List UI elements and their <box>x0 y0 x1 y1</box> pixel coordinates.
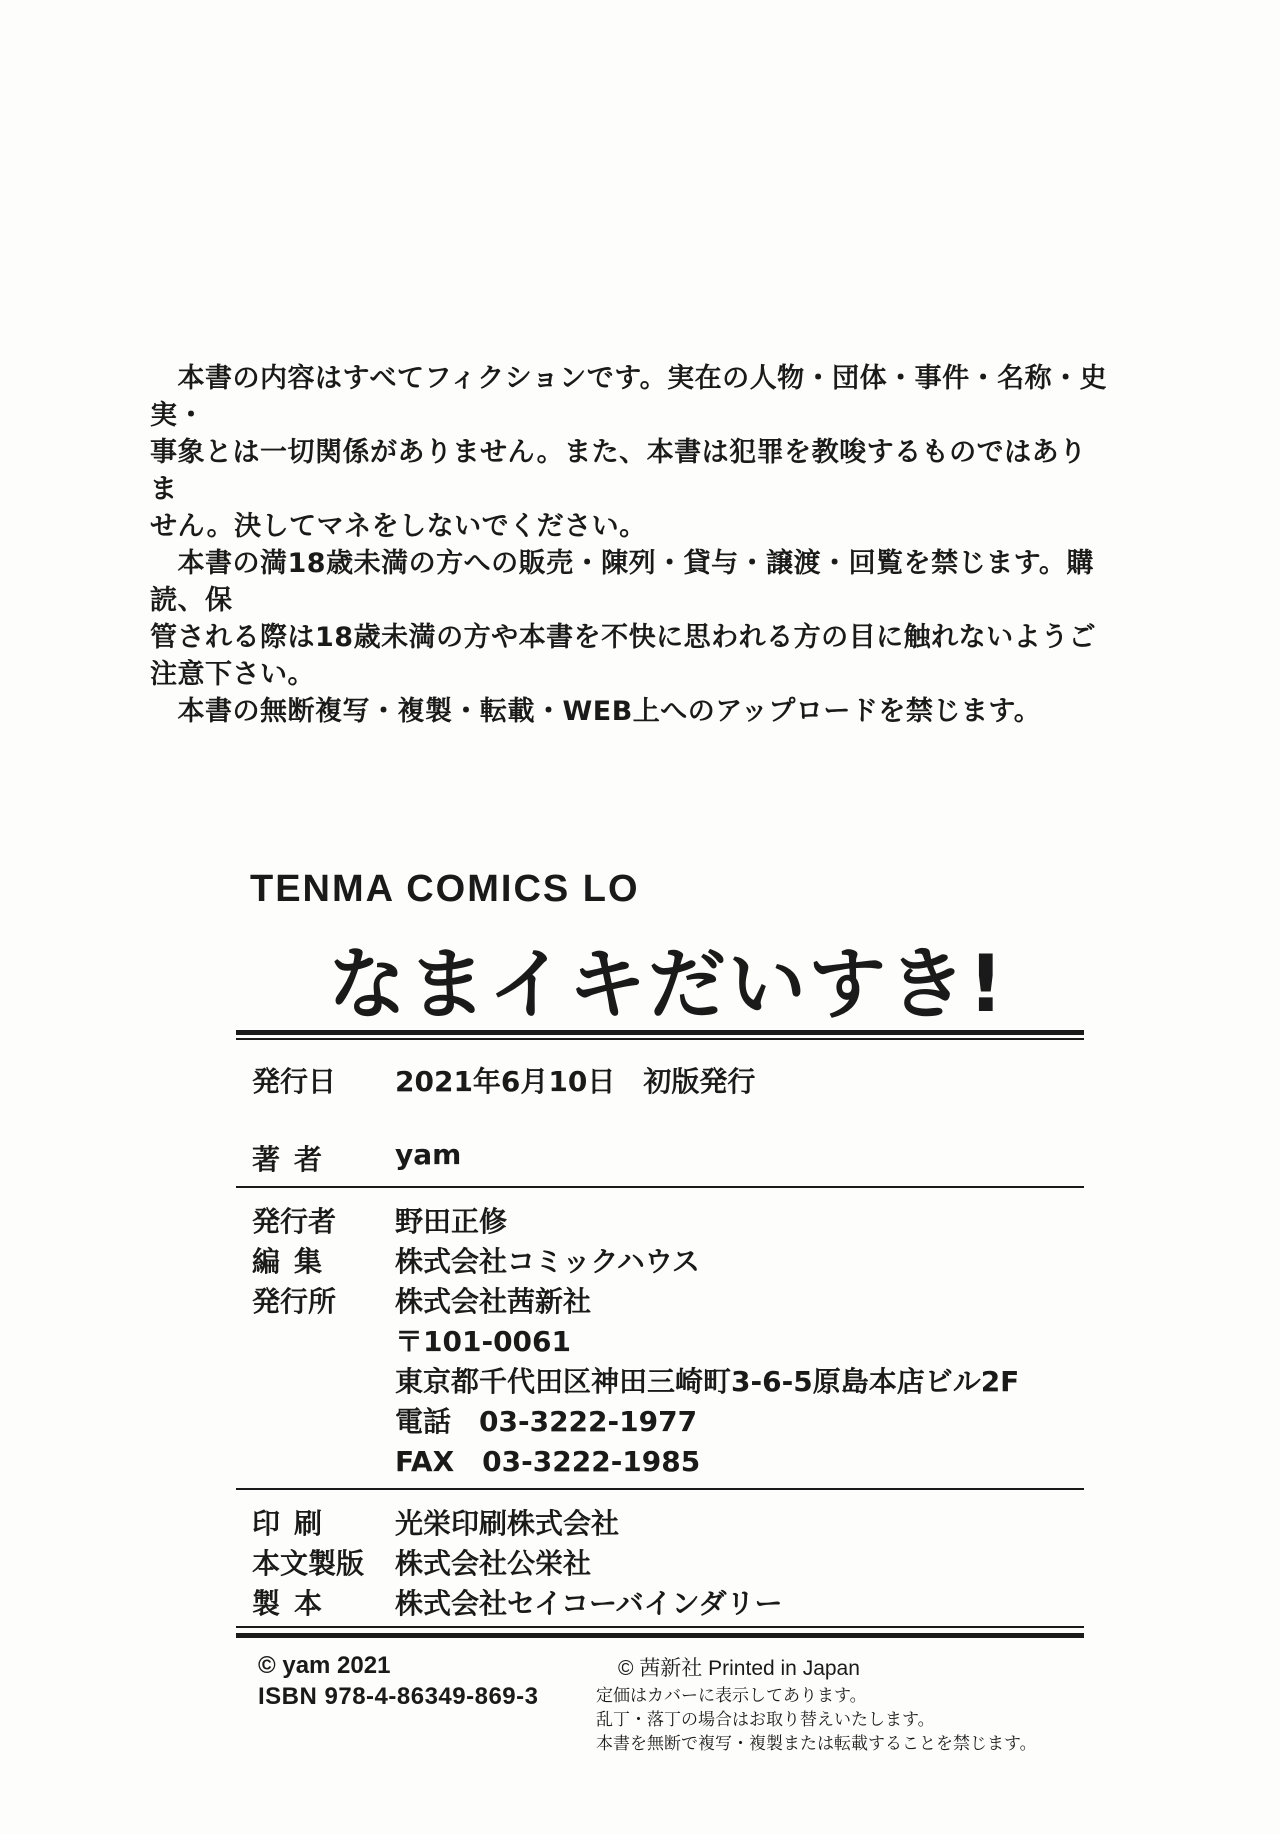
notice-line: 本書の無断複写・複製・転載・WEB上へのアップロードを禁じます。 <box>150 696 1042 727</box>
notice-line: 本書の満18歳未満の方への販売・陳列・貸与・譲渡・回覧を禁じます。購読、保 <box>150 548 1094 616</box>
tel-row <box>252 1400 1072 1440</box>
author-copyright: © yam 2021 <box>258 1652 391 1679</box>
publisher-person-label: 発行者 <box>252 1205 337 1238</box>
isbn: ISBN 978-4-86349-869-3 <box>258 1683 539 1710</box>
issue-date-label: 発行日 <box>252 1065 337 1098</box>
note-line: 乱丁・落丁の場合はお取り替えいたします。 <box>596 1710 935 1730</box>
typesetting-label: 本文製版 <box>252 1547 365 1580</box>
typesetting-row <box>252 1542 1072 1582</box>
publisher-copyright: © 茜新社 Printed in Japan <box>618 1657 860 1680</box>
notice-line: 事象とは一切関係がありません。また、本書は犯罪を教唆するものではありま <box>150 437 1087 505</box>
note-line: 本書を無断で複写・複製または転載することを禁じます。 <box>596 1734 1037 1754</box>
notice-line: せん。決してマネをしないでください。 <box>150 511 647 542</box>
divider-thin-bottom <box>236 1626 1084 1628</box>
publisher-row <box>252 1280 1072 1320</box>
fax: FAX 03-3222-1985 <box>395 1445 701 1478</box>
author-value: yam <box>395 1138 462 1171</box>
publisher-label: 発行所 <box>252 1285 337 1318</box>
printing-row <box>252 1502 1072 1542</box>
editor-label: 編集 <box>252 1245 337 1278</box>
author-row <box>252 1138 1072 1178</box>
author-label: 著者 <box>252 1143 337 1176</box>
divider-thick-top <box>236 1030 1084 1035</box>
issue-date-row <box>252 1060 1072 1100</box>
notice-line: 本書の内容はすべてフィクションです。実在の人物・団体・事件・名称・史実・ <box>150 363 1108 431</box>
series-name: TENMA COMICS LO <box>250 868 640 910</box>
binding-value: 株式会社セイコーバインダリー <box>395 1587 783 1620</box>
editor-value: 株式会社コミックハウス <box>395 1245 700 1278</box>
printing-value: 光栄印刷株式会社 <box>395 1507 620 1540</box>
telephone: 電話 03-3222-1977 <box>395 1405 698 1438</box>
binding-row <box>252 1582 1072 1622</box>
divider-thin-top <box>236 1038 1084 1040</box>
notice-line: 管される際は18歳未満の方や本書を不快に思われる方の目に触れないようご <box>150 622 1097 653</box>
divider-thick-bottom <box>236 1633 1084 1638</box>
divider <box>236 1488 1084 1490</box>
issue-date-value: 2021年6月10日 初版発行 <box>395 1065 756 1098</box>
publisher-person-row <box>252 1200 1072 1240</box>
note-line: 定価はカバーに表示してあります。 <box>596 1686 867 1706</box>
typesetting-value: 株式会社公栄社 <box>395 1547 592 1580</box>
legal-notice <box>150 360 1110 730</box>
publisher-person-value: 野田正修 <box>395 1205 508 1238</box>
fax-row <box>252 1440 1072 1480</box>
editor-row <box>252 1240 1072 1280</box>
book-title: なまイキだいすき! <box>328 940 1006 1030</box>
divider <box>236 1186 1084 1188</box>
notice-line: 注意下さい。 <box>150 659 315 690</box>
address: 東京都千代田区神田三崎町3-6-5原島本店ビル2F <box>395 1365 1020 1398</box>
publisher-value: 株式会社茜新社 <box>395 1285 592 1318</box>
postal-code: 〒101-0061 <box>395 1325 571 1358</box>
price-notes <box>596 1684 1037 1756</box>
postal-row <box>252 1320 1072 1360</box>
binding-label: 製本 <box>252 1587 337 1620</box>
printing-label: 印刷 <box>252 1507 337 1540</box>
address-row <box>252 1360 1072 1400</box>
